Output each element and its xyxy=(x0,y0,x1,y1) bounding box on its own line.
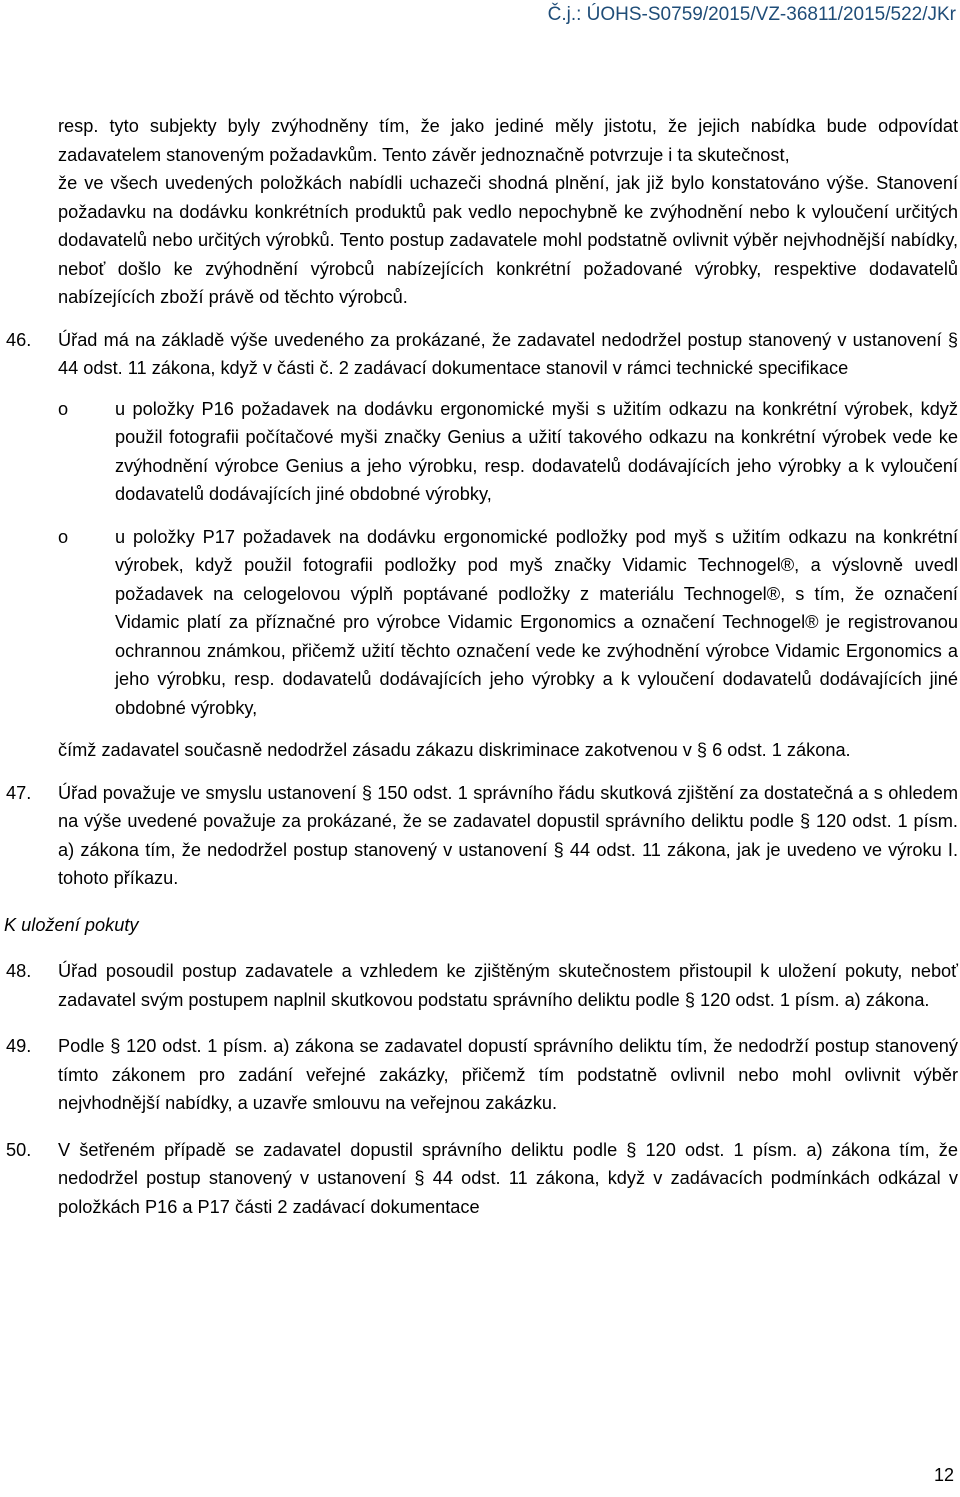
paragraph-text: Úřad posoudil postup zadavatele a vzhledem ke zjištěným skutečnostem přistoupil k uložení pokuty, neboť zadavatel svým postupem naplnil skutkovou podstatu správního deliktu podle § 120 odst. 1 písm. a) zákona. xyxy=(58,961,958,1010)
intro-paragraph: resp. tyto subjekty byly zvýhodněny tím, že jako jediné měly jistotu, že jejich nabídka bude odpovídat zadavatelem stanoveným požadavkům. Tento závěr jednoznačně potvrzuje i ta skutečnost, xyxy=(58,116,958,165)
paragraph-46 xyxy=(6,326,958,765)
paragraph-48 xyxy=(6,957,958,1014)
paragraph-text: V šetřeném případě se zadavatel dopustil správního deliktu podle § 120 odst. 1 písm. a) zákona tím, že nedodržel postup stanovený v ustanovení § 44 odst. 11 zákona, když v zadávacích podmínkách odkázal v položkách P16 a P17 části 2 zadávací dokumentace xyxy=(58,1139,958,1217)
bullet-marker: o xyxy=(58,526,69,547)
list-item xyxy=(58,395,958,509)
document-reference-header: Č.j.: ÚOHS-S0759/2015/VZ-36811/2015/522/JKr xyxy=(547,4,956,25)
list-item-text: u položky P16 požadavek na dodávku ergonomické myši s užitím odkazu na konkrétní výrobek, když použil fotografii počítačové myši značky Genius a užití takového odkazu na konkrétní výrobek vede ke zvýhodnění výrobce Genius a jeho výrobku, resp. dodavatelů dodávajících jeho výrobky a k vyloučení dodavatelů dodávajících jiné obdobné výrobky, xyxy=(115,398,958,504)
specification-list xyxy=(58,395,958,723)
paragraph-text: Úřad považuje ve smyslu ustanovení § 150 odst. 1 správního řádu skutková zjištění za dostatečná a s ohledem na výše uvedené považuje za prokázané, že se zadavatel dopustil správního deliktu podle § 120 odst. 1 písm. a) zákona tím, že nedodržel postup stanovený v ustanovení § 44 odst. 11 zákona, jak je uvedeno ve výroku I. tohoto příkazu. xyxy=(58,782,958,888)
paragraph-text: Podle § 120 odst. 1 písm. a) zákona se zadavatel dopustí správního deliktu tím, že nedodrží postup stanovený tímto zákonem pro zadání veřejné zakázky, přičemž tím podstatně ovlivnil nebo mohl ovlivnit výběr nejvhodnější nabídky, a uzavře smlouvu na veřejnou zakázku. xyxy=(58,1036,958,1113)
paragraph-number: 47. xyxy=(6,782,32,803)
paragraph-text: Úřad má na základě výše uvedeného za prokázané, že zadavatel nedodržel postup stanovený v ustanovení § 44 odst. 11 zákona, když v části č. 2 zadávací dokumentace stanovil v rámci technické specifikace xyxy=(58,329,958,378)
paragraph-number: 48. xyxy=(6,961,32,981)
section-title: K uložení pokuty xyxy=(4,914,139,935)
list-item-text: u položky P17 požadavek na dodávku ergonomické podložky pod myš s užitím odkazu na konkrétní výrobek, když použil fotografii podložky pod myš značky Vidamic Technogel®, a výslovně uvedl požadavek na celogelovou výplň poptávané podložky z materiálu Technogel®, s tím, že označení Vidamic platí za příznačné pro výrobce Vidamic Ergonomics a označení Technogel® je registrovanou ochrannou známkou, přičemž užití těchto označení vede ke zvýhodnění výrobce Vidamic Ergonomics a jeho výrobku, resp. dodavatelů dodávajících jeho výrobky a k vyloučení dodavatelů dodávajících jiné obdobné výrobky, xyxy=(115,526,958,718)
paragraph-number: 49. xyxy=(6,1036,32,1056)
list-item xyxy=(58,523,958,723)
paragraph-49 xyxy=(6,1032,958,1118)
paragraph-number: 46. xyxy=(6,329,32,350)
bullet-marker: o xyxy=(58,398,69,419)
paragraph-47 xyxy=(6,779,958,893)
intro-paragraph-continued: že ve všech uvedených položkách nabídli uchazeči shodná plnění, jak již bylo konstatováno výše. Stanovení požadavku na dodávku konkrétních produktů pak vedlo nepochybně ke zvýhodnění nebo k vyloučení určitých dodavatelů nebo určitých výrobků. Tento postup zadavatele mohl podstatně ovlivnit výběr nejvhodnější nabídky, neboť došlo ke zvýhodnění výrobců nabízejících konkrétní požadované výrobky, respektive dodavatelů nabízejících zboží právě od těchto výrobců. xyxy=(58,173,958,307)
page-number: 12 xyxy=(933,1465,954,1485)
paragraph-50 xyxy=(6,1136,958,1222)
paragraph-conclusion: čímž zadavatel současně nedodržel zásadu zákazu diskriminace zakotvenou v § 6 odst. 1 zákona. xyxy=(58,740,851,760)
document-body xyxy=(4,112,958,1221)
paragraph-number: 50. xyxy=(6,1139,32,1160)
